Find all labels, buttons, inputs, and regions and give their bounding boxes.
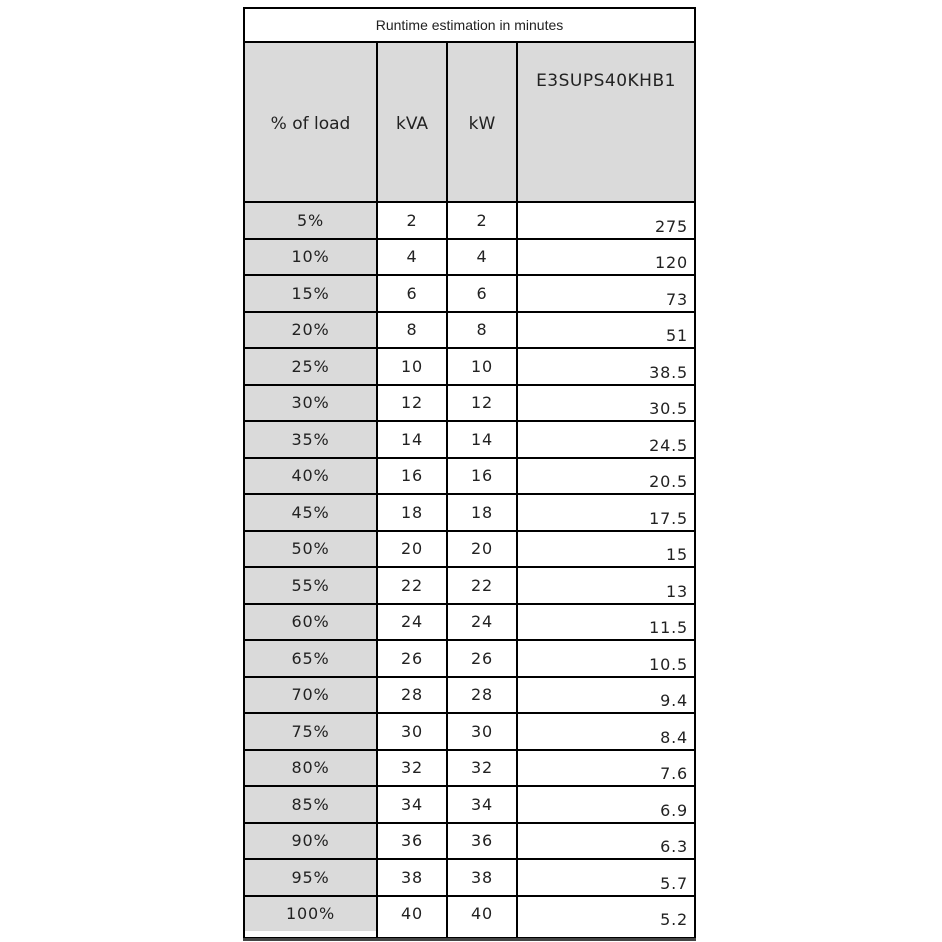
runtime-cell: 7.6 — [660, 764, 688, 783]
kva-cell: 24 — [401, 612, 423, 632]
runtime-cell: 24.5 — [649, 435, 688, 455]
kw-cell: 4 — [476, 247, 488, 267]
table-row — [245, 605, 694, 642]
column-divider — [376, 43, 378, 937]
kva-cell: 20 — [401, 539, 423, 559]
runtime-cell: 6.3 — [660, 837, 688, 856]
load-cell: 80% — [245, 751, 376, 786]
header-load — [245, 43, 376, 201]
runtime-cell: 275 — [655, 216, 688, 236]
kva-cell: 14 — [401, 429, 423, 449]
table-row — [245, 714, 694, 751]
kva-cell: 38 — [401, 867, 423, 887]
table-row — [245, 459, 694, 496]
runtime-cell: 38.5 — [649, 362, 688, 382]
runtime-cell: 6.9 — [660, 800, 688, 820]
load-cell: 60% — [245, 605, 376, 640]
runtime-cell: 51 — [666, 326, 688, 345]
load-cell: 35% — [245, 422, 376, 457]
runtime-cell: 120 — [655, 253, 688, 272]
table-row — [245, 203, 694, 240]
load-cell: 95% — [245, 860, 376, 895]
table-row — [245, 386, 694, 423]
kw-cell: 36 — [471, 831, 493, 851]
runtime-cell: 17.5 — [649, 508, 688, 528]
runtime-cell: 5.2 — [660, 910, 688, 929]
header-model-label: E3SUPS40KHB1 — [536, 71, 676, 91]
load-cell: 55% — [245, 568, 376, 603]
load-cell: 70% — [245, 678, 376, 713]
load-cell: 75% — [245, 714, 376, 749]
load-cell: 90% — [245, 824, 376, 859]
runtime-cell: 20.5 — [649, 472, 688, 491]
load-cell: 65% — [245, 641, 376, 676]
column-divider — [516, 43, 518, 937]
kva-cell: 8 — [406, 320, 418, 340]
table-row — [245, 860, 694, 897]
kw-cell: 8 — [476, 320, 488, 340]
kva-cell: 22 — [401, 575, 423, 595]
load-cell: 85% — [245, 787, 376, 822]
header-kva-label: kVA — [395, 114, 429, 134]
kva-cell: 12 — [401, 393, 423, 413]
header-model — [518, 43, 694, 201]
table-row — [245, 276, 694, 313]
table-row — [245, 349, 694, 386]
load-cell: 15% — [245, 276, 376, 311]
table-body — [245, 203, 694, 931]
column-divider — [446, 43, 448, 937]
kw-cell: 12 — [471, 393, 493, 413]
kw-cell: 22 — [471, 575, 493, 595]
kva-cell: 2 — [406, 210, 418, 230]
runtime-cell: 8.4 — [660, 727, 688, 747]
kva-cell: 6 — [406, 283, 418, 303]
runtime-cell: 11.5 — [649, 618, 688, 637]
load-cell: 5% — [245, 203, 376, 238]
header-kva — [378, 43, 446, 201]
load-cell: 40% — [245, 459, 376, 494]
runtime-cell: 73 — [666, 289, 688, 309]
kva-cell: 4 — [406, 247, 418, 267]
runtime-cell: 5.7 — [660, 873, 688, 893]
kw-cell: 32 — [471, 758, 493, 778]
kva-cell: 32 — [401, 758, 423, 778]
table-row — [245, 678, 694, 715]
kva-cell: 34 — [401, 794, 423, 814]
kva-cell: 28 — [401, 685, 423, 705]
kva-cell: 26 — [401, 648, 423, 668]
runtime-cell: 13 — [666, 581, 688, 601]
table-row — [245, 897, 694, 932]
kva-cell: 40 — [401, 904, 423, 924]
load-cell: 45% — [245, 495, 376, 530]
kw-cell: 18 — [471, 502, 493, 522]
runtime-cell: 30.5 — [649, 399, 688, 418]
kw-cell: 2 — [476, 210, 488, 230]
runtime-table — [243, 7, 696, 939]
load-cell: 50% — [245, 532, 376, 567]
header-load-label: % of load — [270, 114, 351, 134]
table-row — [245, 641, 694, 678]
header-kw-label: kW — [468, 114, 496, 134]
kva-cell: 36 — [401, 831, 423, 851]
table-row — [245, 568, 694, 605]
table-title: Runtime estimation in minutes — [245, 9, 694, 43]
bottom-rule — [243, 938, 696, 941]
load-cell: 30% — [245, 386, 376, 421]
load-cell: 20% — [245, 313, 376, 348]
table-row — [245, 824, 694, 861]
table-row — [245, 787, 694, 824]
kw-cell: 34 — [471, 794, 493, 814]
runtime-cell: 10.5 — [649, 654, 688, 674]
runtime-cell: 15 — [666, 545, 688, 564]
kw-cell: 26 — [471, 648, 493, 668]
kva-cell: 16 — [401, 466, 423, 486]
table-row — [245, 240, 694, 277]
table-row — [245, 313, 694, 350]
kva-cell: 18 — [401, 502, 423, 522]
table-row — [245, 532, 694, 569]
kw-cell: 28 — [471, 685, 493, 705]
load-cell: 25% — [245, 349, 376, 384]
runtime-cell: 9.4 — [660, 691, 688, 710]
kw-cell: 40 — [471, 904, 493, 924]
kw-cell: 10 — [471, 356, 493, 376]
kw-cell: 24 — [471, 612, 493, 632]
kva-cell: 10 — [401, 356, 423, 376]
table-row — [245, 751, 694, 788]
table-row — [245, 495, 694, 532]
kw-cell: 6 — [476, 283, 488, 303]
kw-cell: 30 — [471, 721, 493, 741]
kw-cell: 38 — [471, 867, 493, 887]
kva-cell: 30 — [401, 721, 423, 741]
kw-cell: 14 — [471, 429, 493, 449]
kw-cell: 16 — [471, 466, 493, 486]
kw-cell: 20 — [471, 539, 493, 559]
load-cell: 100% — [245, 897, 376, 932]
load-cell: 10% — [245, 240, 376, 275]
table-row — [245, 422, 694, 459]
header-kw — [448, 43, 516, 201]
